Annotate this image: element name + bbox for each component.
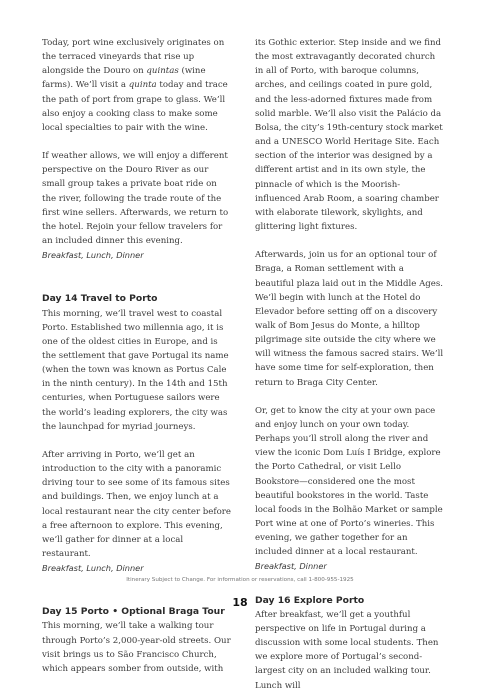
day16-heading: Day 16 Explore Porto <box>255 594 365 606</box>
paragraph-church-bolsa: its Gothic exterior. Step inside and we find the most extravagantly decorated church in all of Porto, with baroque columns, arches, and ceilings coated in pure gold, and the less-adorned fixtures made from solid marble. We’ll also visit the Palácio da Bolsa, the city’s 19th-century stock market and a UNESCO World Heritage Site. Each section of the interior was designed by a different artist and in its own style, the pinnacle of which is the Moorish-influenced Arab Room, a soaring chamber with elaborate tilework, skylights, and glittering light fixtures. <box>255 38 443 233</box>
paragraph-porto-intro: This morning, we’ll travel west to coastal Porto. Established two millennia ago, it is one of the oldest cities in Europe, and is the settlement that gave Portugal its name (when the town was known as Portus Cale in the ninth century). In the 14th and 15th centuries, when Portuguese sailors were the world’s leading explorers, the city was the launchpad for myriad journeys. <box>42 308 229 432</box>
paragraph-own-pace: Or, get to know the city at your own pace and enjoy lunch on your own today. Perhaps you’ll stroll along the river and view the iconic Dom Luís I Bridge, explore the Porto Cathedral, or visit Lello Bookstore—considered one the most beautiful bookstores in the world. Taste local foods in the Bolhão Market or sample Port wine at one of Porto’s wineries. This evening, we gather together for an included dinner at a local restaurant. <box>255 405 443 558</box>
footer-note: Itinerary Subject to Change. For information or reservations, call 1-800-955-1925 <box>126 577 354 583</box>
meals-day13: Breakfast, Lunch, Dinner <box>42 250 144 261</box>
paragraph-braga-tour: Afterwards, join us for an optional tour of Braga, a Roman settlement with a beautiful plaza laid out in the Middle Ages. We’ll begin with lunch at the Hotel do Elevador before setting off on a discovery walk of Bom Jesus do Monte, a hilltop pilgrimage site outside the city where we will witness the famous sacred stairs. We’ll have some time for self-exploration, then return to Braga City Center. <box>255 250 444 388</box>
right-column <box>255 36 445 693</box>
paragraph-port-wine: Today, port wine exclusively originates on the terraced vineyards that rise up alongside the Douro on quintas (wine farms). We’ll visit a quinta today and trace the path of port from grape to glass. We’ll also enjoy a cooking class to make some local specialties to pair with the wine. <box>42 38 228 133</box>
italic-quinta: quinta <box>128 80 157 91</box>
italic-quintas: quintas <box>146 66 179 77</box>
meals-day15: Breakfast, Dinner <box>255 561 327 572</box>
page-number: 18 <box>232 596 248 609</box>
paragraph-boat-ride: If weather allows, we will enjoy a different perspective on the Douro River as our small group takes a private boat ride on the river, following the trade route of the first wine sellers. Afterwards, we return to the hotel. Rejoin your fellow travelers for an included dinner this evening. <box>42 151 229 247</box>
paragraph-explore-porto: After breakfast, we’ll get a youthful perspective on life in Portugal during a discussion with some local students. Then we explore more of Portugal’s second-largest city on an included walking tour. Lunch will <box>255 609 439 691</box>
paragraph-walking-tour: This morning, we’ll take a walking tour through Porto’s 2,000-year-old streets. Our visit brings us to São Francisco Church, which appears somber from outside, with <box>42 621 231 674</box>
paragraph-porto-arrival: After arriving in Porto, we’ll get an introduction to the city with a panoramic driving tour to see some of its famous sites and buildings. Then, we enjoy lunch at a local restaurant near the city center before a free afternoon to explore. This evening, we’ll gather for dinner at a local restaurant. <box>42 449 231 559</box>
day15-heading: Day 15 Porto • Optional Braga Tour <box>42 606 225 618</box>
meals-day14: Breakfast, Lunch, Dinner <box>42 563 144 574</box>
day14-heading: Day 14 Travel to Porto <box>42 293 158 305</box>
